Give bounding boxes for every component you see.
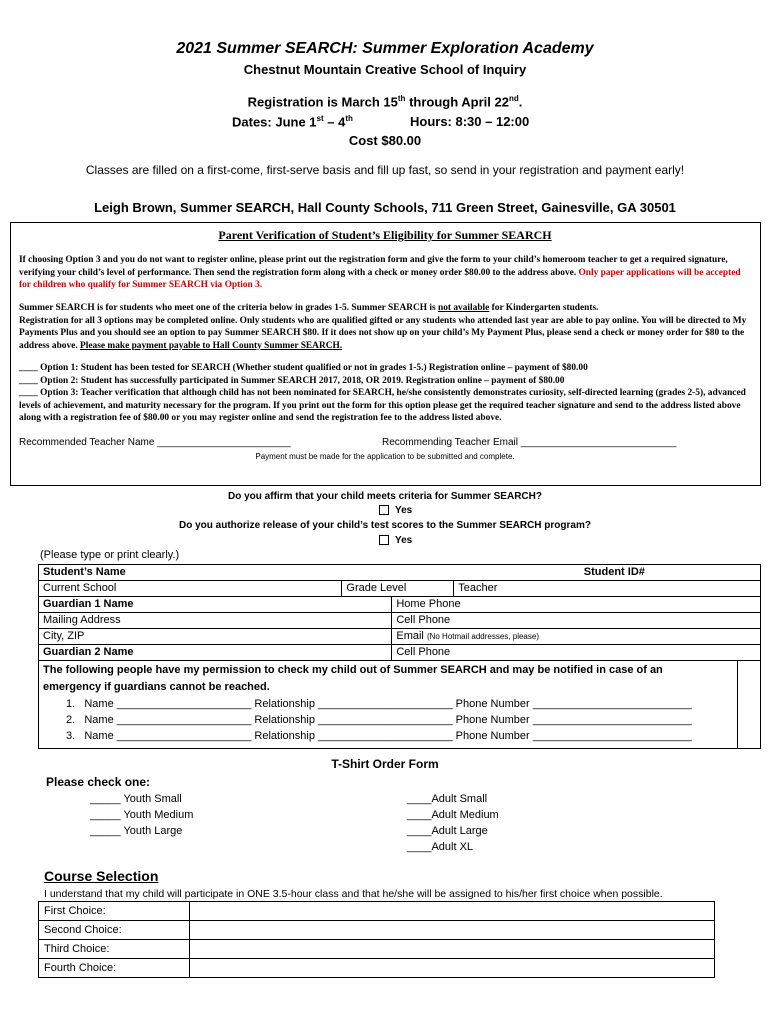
cell-phone-field[interactable]: Cell Phone <box>392 613 761 629</box>
criteria-question: Do you affirm that your child meets criteria for Summer SEARCH? <box>228 491 542 502</box>
contact-name: Name ______________________ <box>84 714 252 726</box>
reg-mid: through April 22 <box>405 94 509 110</box>
contact-relationship: Relationship ______________________ <box>254 698 453 710</box>
program-cost: Cost $80.00 <box>348 133 422 148</box>
options-list <box>19 362 751 425</box>
fourth-choice-input[interactable] <box>190 959 715 978</box>
second-choice-label: Second Choice: <box>39 921 190 940</box>
contact-num: 2. <box>66 714 76 726</box>
classes-note: Classes are filled on a first-come, first-serve basis and fill up fast, so send in your registration and payment early! <box>85 163 685 177</box>
list-item[interactable] <box>66 712 710 728</box>
table-row <box>39 645 761 661</box>
adult-small-option[interactable]: ____Adult Small <box>407 793 488 805</box>
dates-sup1: st <box>316 114 324 123</box>
table-row <box>39 565 761 581</box>
test-scores-question: Do you authorize release of your child’s test scores to the Summer SEARCH program? <box>179 520 591 531</box>
adult-medium-option[interactable]: ____Adult Medium <box>407 809 499 821</box>
print-note: (Please type or print clearly.) <box>40 549 180 561</box>
course-choices-table <box>38 901 715 978</box>
permission-text: The following people have my permission to check my child out of Summer SEARCH and may be notified in case of an emergency if guardians cannot be reached. <box>43 664 663 693</box>
teacher-field[interactable]: Teacher <box>454 581 761 597</box>
email-label: Email <box>396 630 424 642</box>
contact-relationship: Relationship ______________________ <box>254 730 453 742</box>
student-info-table <box>38 564 761 749</box>
fourth-choice-label: Fourth Choice: <box>39 959 190 978</box>
tshirt-title: T-Shirt Order Form <box>331 757 439 771</box>
table-row <box>39 902 715 921</box>
table-row <box>39 581 761 597</box>
contacts-list <box>43 696 710 744</box>
third-choice-label: Third Choice: <box>39 940 190 959</box>
grade-level-field[interactable]: Grade Level <box>342 581 454 597</box>
p2-payment-note: Please make payment payable to Hall County Summer SEARCH. <box>80 340 343 351</box>
p2-underline: not available <box>438 303 490 313</box>
p2-c: Registration for all 3 options may be completed online. Only students who are qualified gifted or any students who attended last year are able to pay online. You will be directed to My Payments Plus and you should see an option to pay Summer SEARCH $80. If it does not show up on your child’s My Payment Plus, please send a check or money order for $80 to the address above. <box>19 315 747 351</box>
second-choice-input[interactable] <box>190 921 715 940</box>
contact-num: 3. <box>66 730 76 742</box>
divider <box>737 661 738 748</box>
table-row <box>39 940 715 959</box>
third-choice-input[interactable] <box>190 940 715 959</box>
guardian2-name-field[interactable]: Guardian 2 Name <box>39 645 392 661</box>
table-row <box>39 613 761 629</box>
contact-num: 1. <box>66 698 76 710</box>
table-row <box>39 959 715 978</box>
student-name-field[interactable]: Student’s Name <box>39 565 454 581</box>
contact-phone: Phone Number __________________________ <box>455 698 692 710</box>
verification-title: Parent Verification of Student’s Eligibility for Summer SEARCH <box>218 228 552 242</box>
reg-sup2: nd <box>508 94 519 103</box>
table-row <box>39 629 761 645</box>
program-dates <box>232 114 353 129</box>
dates-sup2: th <box>345 114 353 123</box>
student-id-field[interactable]: Student ID# <box>454 565 761 581</box>
option-3[interactable]: ____ Option 3: Teacher verification that although child has not been nominated for SEARCH, he/she consistently demonstrates curiosity, self-directed learning (grades 2-5), advanced levels of achievement, and maturity necessary for the program. If you print out the form for this option please get the required teacher signature and send to the address listed above along with a registration fee of $80.00 or you may register online and send the registration fee to the address listed above. <box>19 388 746 424</box>
option-1[interactable]: ____ Option 1: Student has been tested for SEARCH (Whether student qualified or not in grades 1-5.) Registration online – payment of $80.00 <box>19 363 588 373</box>
table-row <box>39 921 715 940</box>
option3-instructions <box>19 254 751 292</box>
p2-b: for Kindergarten students. <box>491 303 599 313</box>
test-scores-yes-label: Yes <box>395 535 413 546</box>
p1-red-text: Only paper applications will be accepted for children who qualify for Summer SEARCH via Option 3. <box>19 267 741 291</box>
dates-prefix: Dates: June 1 <box>232 114 317 130</box>
reg-prefix: Registration is March 15 <box>247 94 398 110</box>
dates-mid: – 4 <box>323 114 346 130</box>
recommending-teacher-email-field[interactable]: Recommending Teacher Email ____________________________ <box>382 437 677 448</box>
reg-sup1: th <box>397 94 406 103</box>
criteria-yes-option[interactable] <box>379 505 412 516</box>
city-zip-field[interactable]: City, ZIP <box>39 629 392 645</box>
course-note: I understand that my child will participate in ONE 3.5-hour class and that he/she will be assigned to his/her first choice when possible. <box>44 888 663 900</box>
list-item[interactable] <box>66 696 710 712</box>
contact-phone: Phone Number __________________________ <box>455 730 692 742</box>
list-item[interactable] <box>66 728 710 744</box>
tshirt-check-one: Please check one: <box>46 775 151 789</box>
youth-medium-option[interactable]: _____ Youth Medium <box>90 809 194 821</box>
youth-large-option[interactable]: _____ Youth Large <box>90 825 183 837</box>
program-hours: Hours: 8:30 – 12:00 <box>410 114 530 129</box>
p1-text: If choosing Option 3 and you do not want to register online, please print out the registration form and give the form to your child’s homeroom teacher to get a required signature, verifying your child’s level of performance. Then send the registration form along with a check or money order $80.00 to the address above. <box>19 255 728 278</box>
criteria-yes-label: Yes <box>395 505 413 516</box>
adult-sizes <box>407 791 499 855</box>
email-field[interactable] <box>392 629 761 645</box>
table-row <box>39 661 761 749</box>
adult-large-option[interactable]: ____Adult Large <box>407 825 488 837</box>
adult-xl-option[interactable]: ____Adult XL <box>407 841 474 853</box>
mailing-address-field[interactable]: Mailing Address <box>39 613 392 629</box>
eligibility-paragraph <box>19 302 751 352</box>
current-school-field[interactable]: Current School <box>39 581 342 597</box>
reg-end: . <box>518 94 523 110</box>
emergency-contacts-cell <box>39 661 761 749</box>
page-title: 2021 Summer SEARCH: Summer Exploration Academy <box>176 40 594 57</box>
school-name: Chestnut Mountain Creative School of Inquiry <box>243 62 527 77</box>
contact-name: Name ______________________ <box>84 698 252 710</box>
first-choice-label: First Choice: <box>39 902 190 921</box>
recommended-teacher-field[interactable]: Recommended Teacher Name ________________________ <box>19 437 291 448</box>
course-selection-title: Course Selection <box>44 868 159 884</box>
option-2[interactable]: ____ Option 2: Student has successfully participated in Summer SEARCH 2017, 2018, OR 2019. Registration online – payment of $80.00 <box>19 375 565 386</box>
table-row <box>39 597 761 613</box>
payment-note: Payment must be made for the application to be submitted and complete. <box>255 452 515 461</box>
first-choice-input[interactable] <box>190 902 715 921</box>
p2-a: Summer SEARCH is for students who meet one of the criteria below in grades 1-5. Summer SEARCH is <box>19 303 436 313</box>
contact-name: Name ______________________ <box>84 730 252 742</box>
cell-phone2-field[interactable]: Cell Phone <box>392 645 761 661</box>
checkbox-icon[interactable] <box>379 505 389 515</box>
test-scores-yes-option[interactable] <box>379 535 412 546</box>
guardian1-name-field[interactable]: Guardian 1 Name <box>39 597 392 613</box>
youth-sizes <box>90 791 193 839</box>
contact-relationship: Relationship ______________________ <box>254 714 453 726</box>
contact-phone: Phone Number __________________________ <box>455 714 692 726</box>
mailing-address-line: Leigh Brown, Summer SEARCH, Hall County Schools, 711 Green Street, Gainesville, GA 30501 <box>94 200 676 215</box>
checkbox-icon[interactable] <box>379 535 389 545</box>
registration-dates <box>0 94 770 109</box>
email-note: (No Hotmail addresses, please) <box>426 632 539 641</box>
home-phone-field[interactable]: Home Phone <box>392 597 761 613</box>
youth-small-option[interactable]: _____ Youth Small <box>90 793 182 805</box>
